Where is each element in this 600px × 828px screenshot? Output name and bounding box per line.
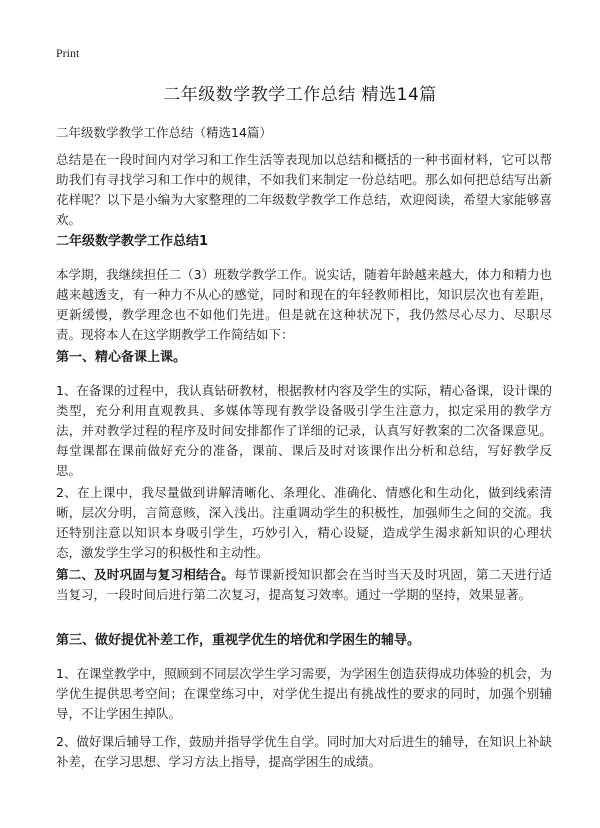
section-intro-paragraph: 本学期，我继续担任二（3）班数学教学工作。说实话，随着年龄越来越大，体力和精力也越来越透支，有一种力不从心的感觉，同时和现在的年轻教师相比，知识层次也有差距，更新缓慢，教学理念也不如他们先进。但是就在这种状况下，我仍然尽心尽力、尽职尽责。现将本人在这学期教学工作简结如下：	[56, 267, 552, 342]
point-heading-2: 第二、及时巩固与复习相结合。	[56, 567, 235, 582]
page-title: 二年级数学教学工作总结 精选14篇	[163, 85, 437, 105]
point2-text: 每节课新授知识都会在当时当天及时巩固，第二天进行适当复习，一段时间后进行第二次复习，提高复习效率。通过一学期的坚持，效果显著。	[56, 567, 552, 602]
document-subtitle: 二年级数学教学工作总结（精选14篇）	[56, 125, 272, 140]
point-heading-3: 第三、做好提优补差工作，重视学优生的培优和学困生的辅导。	[56, 633, 421, 648]
print-link[interactable]: Print	[56, 46, 80, 60]
intro-paragraph: 总结是在一段时间内对学习和工作生活等表现加以总结和概括的一种书面材料，它可以帮助我们有寻找学习和工作中的规律，不如我们来制定一份总结吧。那么如何把总结写出新花样呢？以下是小编为大家整理的二年级数学教学工作总结，欢迎阅读，希望大家能够喜欢。	[56, 152, 552, 227]
point3-paragraph-2: 2、做好课后辅导工作，鼓励并指导学优生自学。同时加大对后进生的辅导，在知识上补缺补差，在学习思想、学习方法上指导，提高学困生的成绩。	[56, 734, 552, 769]
point1-paragraph-2: 2、在上课中，我尽量做到讲解清晰化、条理化、准确化、情感化和生动化，做到线索清晰，层次分明，言简意赅，深入浅出。注重调动学生的积极性，加强师生之间的交流。我还特别注意以知识本身吸引学生，巧妙引入，精心设疑，造成学生渴求新知识的心理状态，激发学生学习的积极性和主动性。	[56, 485, 552, 560]
point2-paragraph	[56, 565, 552, 605]
point-heading-1: 第一、精心备课上课。	[56, 350, 187, 365]
section-heading-1: 二年级数学教学工作总结1	[56, 234, 209, 249]
point3-paragraph-1: 1、在课堂教学中，照顾到不同层次学生学习需要，为学困生创造获得成功体验的机会，为学优生提供思考空间；在课堂练习中，对学优生提出有挑战性的要求的同时，加强个别辅导，不让学困生掉队。	[56, 666, 552, 721]
point1-paragraph-1: 1、在备课的过程中，我认真钻研教材，根据教材内容及学生的实际，精心备课，设计课的类型，充分利用直观教具、多媒体等现有教学设备吸引学生注意力，拟定采用的教学方法，并对教学过程的程序及时间安排都作了详细的记录，认真写好教案的二次备课意见。每堂课都在课前做好充分的准备，课前、课后及时对该课作出分析和总结，写好教学反思。	[56, 383, 552, 478]
